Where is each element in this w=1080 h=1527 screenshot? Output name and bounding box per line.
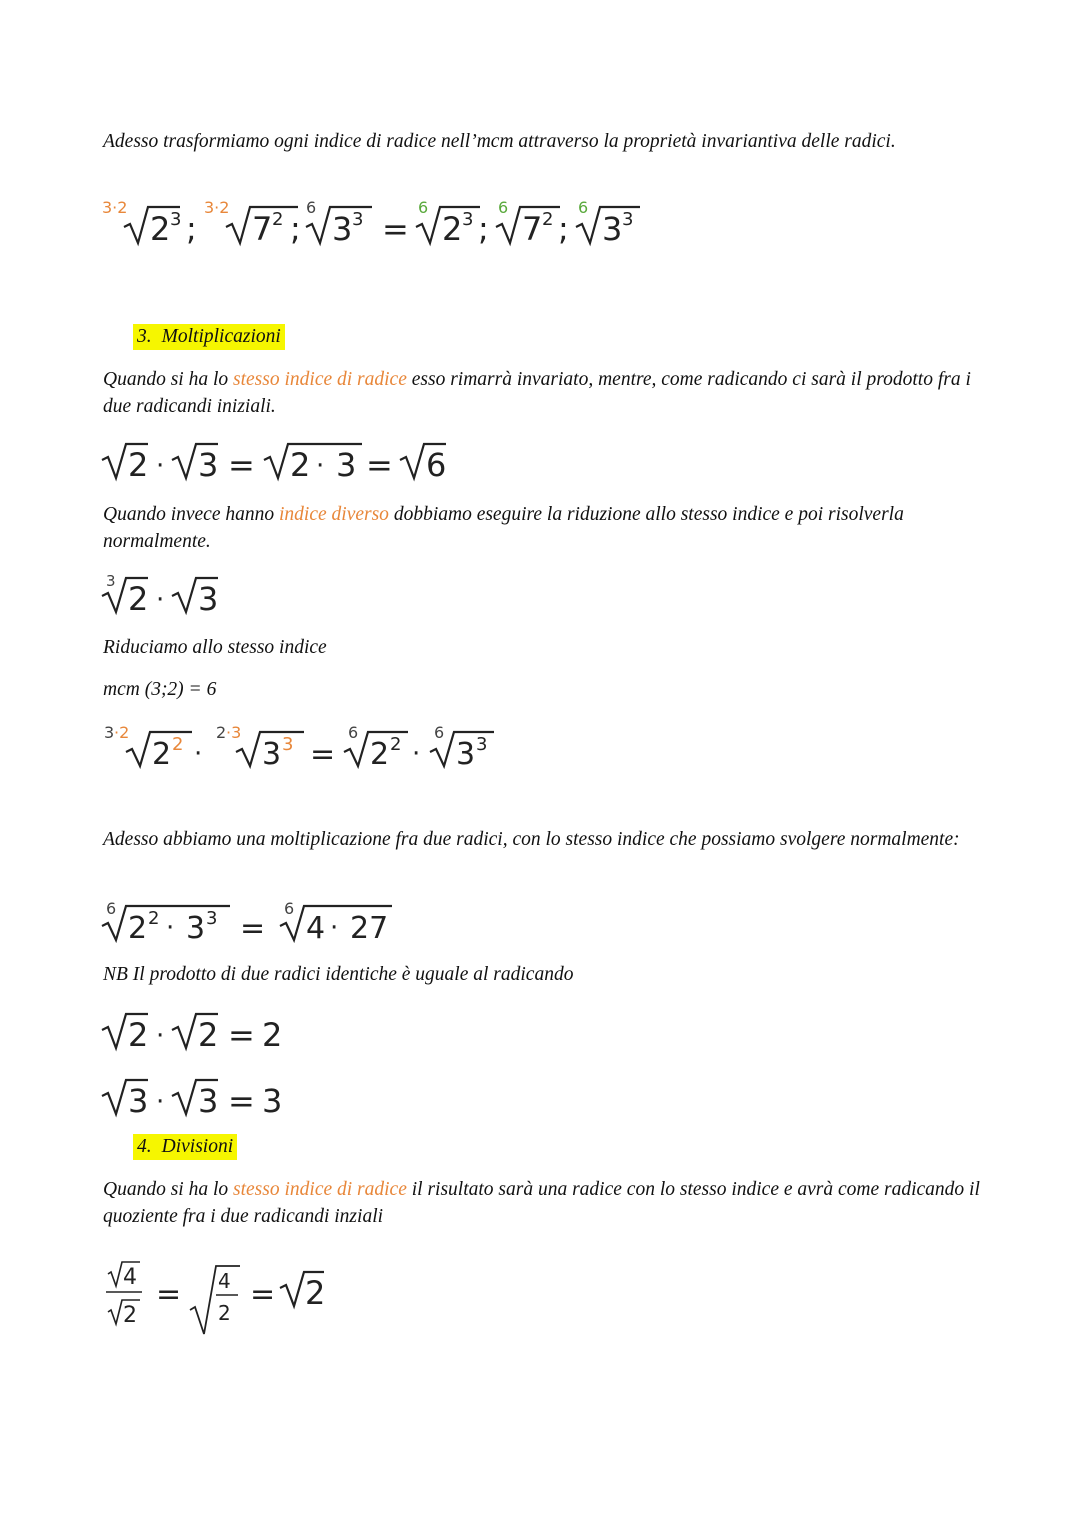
equation-invariant-property bbox=[100, 195, 660, 255]
svg-text:3: 3 bbox=[206, 908, 218, 929]
section-number: 4. bbox=[137, 1136, 152, 1157]
svg-text:·: · bbox=[330, 913, 339, 943]
svg-text:2: 2 bbox=[370, 737, 390, 772]
highlight-same-index: stesso indice di radice bbox=[233, 369, 407, 390]
svg-text:2: 2 bbox=[442, 210, 463, 248]
svg-text:6: 6 bbox=[306, 198, 317, 217]
svg-text:·: · bbox=[412, 739, 421, 769]
highlight-different-index: indice diverso bbox=[279, 504, 389, 525]
section-title: Divisioni bbox=[161, 1136, 234, 1157]
svg-text:3: 3 bbox=[332, 210, 353, 248]
svg-text:=: = bbox=[240, 911, 266, 946]
highlight-same-index: stesso indice di radice bbox=[233, 1179, 407, 1200]
svg-text:3: 3 bbox=[622, 209, 634, 230]
svg-text:3: 3 bbox=[602, 210, 623, 248]
svg-text:4: 4 bbox=[218, 1269, 231, 1293]
svg-text:3: 3 bbox=[198, 446, 219, 484]
svg-text:2: 2 bbox=[305, 1274, 326, 1312]
svg-text:·2: ·2 bbox=[114, 723, 130, 742]
svg-text:7: 7 bbox=[522, 210, 543, 248]
svg-text:6: 6 bbox=[106, 899, 117, 918]
same-index-multiplication-text: Adesso abbiamo una moltiplicazione fra due radici, con lo stesso indice che possiamo svolgere normalmente: bbox=[103, 829, 960, 850]
svg-text:3: 3 bbox=[262, 1082, 283, 1120]
svg-text:2: 2 bbox=[172, 734, 184, 755]
section-title: Moltiplicazioni bbox=[161, 326, 281, 347]
svg-text:=: = bbox=[366, 446, 393, 484]
svg-text:6: 6 bbox=[578, 198, 589, 217]
svg-text:=: = bbox=[250, 1277, 276, 1312]
svg-text:2: 2 bbox=[150, 210, 171, 248]
svg-text:;: ; bbox=[558, 210, 569, 248]
svg-text:·: · bbox=[156, 451, 165, 481]
svg-text:3: 3 bbox=[262, 737, 282, 772]
svg-text:6: 6 bbox=[348, 723, 359, 742]
equation-division bbox=[100, 1260, 340, 1336]
section-number: 3. bbox=[137, 326, 152, 347]
equation-identical-roots-3 bbox=[100, 1076, 300, 1120]
svg-text:3: 3 bbox=[462, 209, 474, 230]
equation-identical-roots-2 bbox=[100, 1010, 300, 1054]
svg-text:3: 3 bbox=[170, 209, 182, 230]
svg-text:·: · bbox=[194, 739, 203, 769]
svg-text:6: 6 bbox=[426, 446, 447, 484]
svg-text:6: 6 bbox=[284, 899, 295, 918]
svg-text:=: = bbox=[382, 210, 409, 248]
svg-text:2: 2 bbox=[152, 737, 172, 772]
svg-text:2: 2 bbox=[128, 580, 149, 618]
svg-text:2: 2 bbox=[290, 446, 311, 484]
svg-text:27: 27 bbox=[350, 911, 389, 946]
svg-text:=: = bbox=[228, 1082, 255, 1120]
svg-text:2: 2 bbox=[128, 1016, 149, 1054]
svg-text:2: 2 bbox=[198, 1016, 219, 1054]
index-3x2-a: 3·2 bbox=[102, 198, 128, 217]
svg-text:·: · bbox=[166, 913, 175, 943]
equation-reduced-index bbox=[100, 720, 520, 772]
intro-paragraph: Adesso trasformiamo ogni indice di radice nell’mcm attraverso la proprietà invariantiva delle radici. bbox=[103, 131, 896, 152]
svg-text:3: 3 bbox=[476, 734, 488, 755]
svg-text:3·2: 3·2 bbox=[204, 198, 230, 217]
nb-note: NB Il prodotto di due radici identiche è uguale al radicando bbox=[103, 964, 574, 985]
svg-text:2: 2 bbox=[542, 209, 554, 230]
division-paragraph: Quando si ha lo stesso indice di radice il risultato sarà una radice con lo stesso indice e avrà come radicando il quoziente fra i due radicandi inziali bbox=[103, 1179, 980, 1227]
section-3-heading bbox=[133, 324, 285, 350]
svg-text:6: 6 bbox=[498, 198, 509, 217]
reduce-index-text: Riduciamo allo stesso indice bbox=[103, 637, 327, 658]
svg-text:=: = bbox=[228, 446, 255, 484]
svg-text:3: 3 bbox=[336, 446, 357, 484]
svg-text:2: 2 bbox=[148, 908, 160, 929]
svg-text:;: ; bbox=[186, 210, 197, 248]
svg-text:4: 4 bbox=[123, 1265, 137, 1290]
svg-text:3: 3 bbox=[128, 1082, 149, 1120]
svg-text:=: = bbox=[228, 1016, 255, 1054]
svg-text:3: 3 bbox=[186, 911, 206, 946]
svg-text:6: 6 bbox=[418, 198, 429, 217]
multiplication-paragraph-2: Quando invece hanno indice diverso dobbiamo eseguire la riduzione allo stesso indice e poi risolverla normalmente. bbox=[103, 504, 904, 552]
svg-text:4: 4 bbox=[306, 911, 326, 946]
svg-text:3: 3 bbox=[198, 580, 219, 618]
svg-text:2: 2 bbox=[123, 1303, 137, 1328]
svg-text:3: 3 bbox=[104, 723, 115, 742]
svg-text:·: · bbox=[156, 585, 165, 615]
svg-text:3: 3 bbox=[456, 737, 476, 772]
section-4-heading bbox=[133, 1134, 237, 1160]
svg-text:2: 2 bbox=[216, 723, 227, 742]
svg-text:2: 2 bbox=[218, 1301, 231, 1325]
svg-text:·: · bbox=[156, 1087, 165, 1117]
svg-text:3: 3 bbox=[106, 572, 116, 590]
svg-text:2: 2 bbox=[128, 911, 148, 946]
svg-text:·: · bbox=[316, 451, 325, 481]
mcm-text: mcm (3;2) = 6 bbox=[103, 679, 217, 700]
svg-text:=: = bbox=[156, 1277, 182, 1312]
svg-text:3: 3 bbox=[282, 734, 294, 755]
equation-different-index bbox=[100, 572, 240, 618]
svg-text:=: = bbox=[310, 737, 336, 772]
svg-text:·3: ·3 bbox=[226, 723, 242, 742]
svg-text:3: 3 bbox=[352, 209, 364, 230]
svg-text:·: · bbox=[156, 1021, 165, 1051]
svg-text:3: 3 bbox=[198, 1082, 219, 1120]
svg-text:2: 2 bbox=[128, 446, 149, 484]
equation-same-index-product bbox=[100, 440, 460, 486]
svg-text:2: 2 bbox=[262, 1016, 283, 1054]
equation-combined-radicand bbox=[100, 898, 400, 946]
svg-text:2: 2 bbox=[272, 209, 284, 230]
svg-text:2: 2 bbox=[390, 734, 402, 755]
svg-text:6: 6 bbox=[434, 723, 445, 742]
svg-text:;: ; bbox=[478, 210, 489, 248]
svg-text:;: ; bbox=[290, 210, 301, 248]
svg-text:7: 7 bbox=[252, 210, 273, 248]
multiplication-paragraph-1: Quando si ha lo stesso indice di radice esso rimarrà invariato, mentre, come radicando ci sarà il prodotto fra i due radicandi iniziali. bbox=[103, 369, 971, 417]
